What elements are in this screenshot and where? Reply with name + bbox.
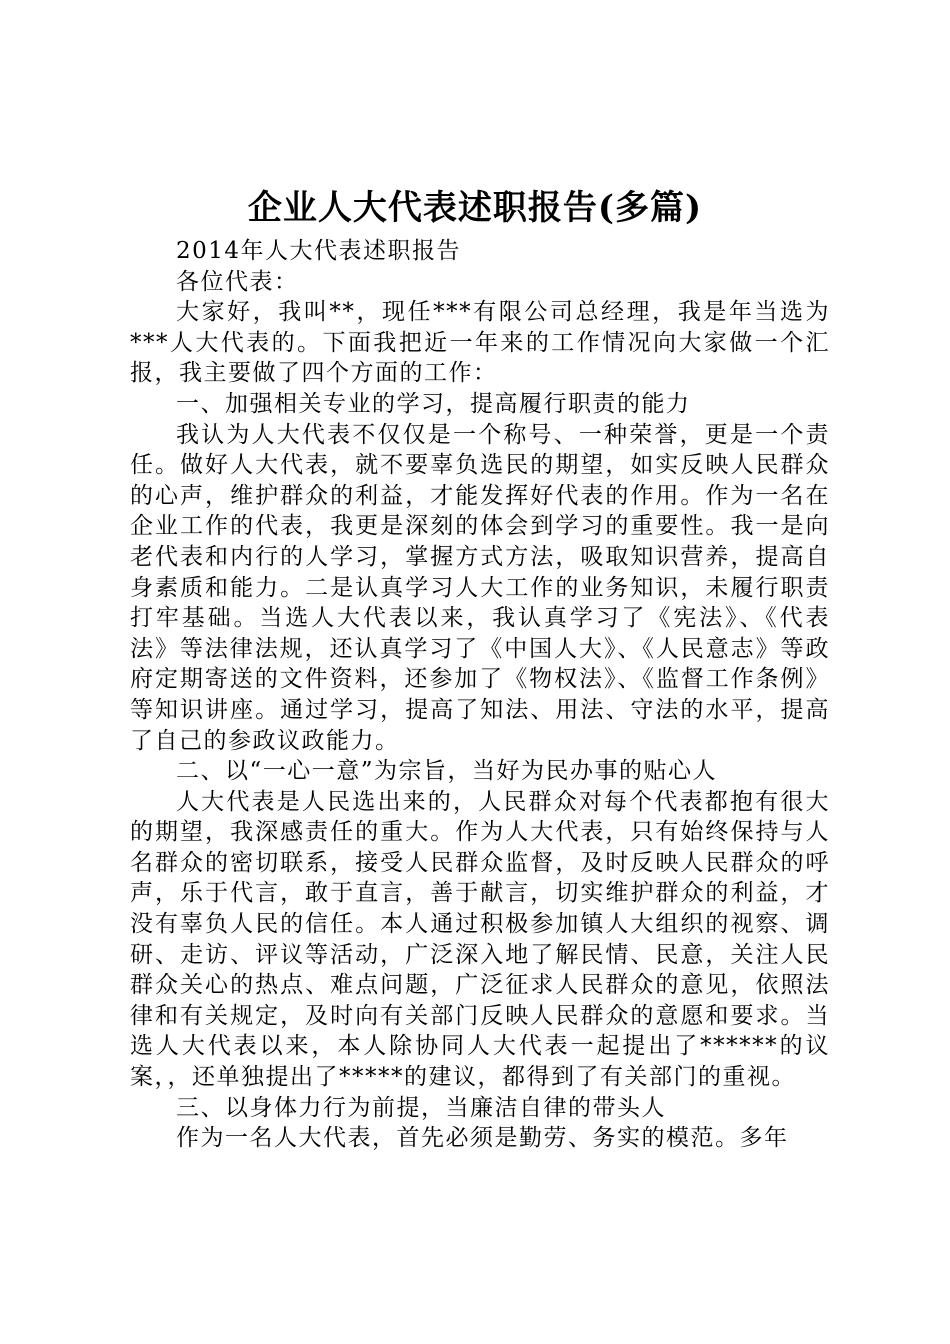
document-body [130,236,830,1154]
section-paragraph-2: 人大代表是人民选出来的，人民群众对每个代表都抱有很大的期望，我深感责任的重大。作为人大代表，只有始终保持与人名群众的密切联系，接受人民群众监督，及时反映人民群众的呼声，乐于代言，敢于直言，善于献言，切实维护群众的利益，才没有辜负人民的信任。本人通过积极参加镇人大组织的视察、调研、走访、评议等活动，广泛深入地了解民情、民意，关注人民群众关心的热点、难点问题，广泛征求人民群众的意见，依照法律和有关规定，及时向有关部门反映人民群众的意愿和要求。当选人大代表以来，本人除协同人大代表一起提出了******的议案，，还单独提出了*****的建议，都得到了有关部门的重视。 [130,788,830,1091]
section-paragraph-1: 我认为人大代表不仅仅是一个称号、一种荣誉，更是一个责任。做好人大代表，就不要辜负选民的期望，如实反映人民群众的心声，维护群众的利益，才能发挥好代表的作用。作为一名在企业工作的代表，我更是深刻的体会到学习的重要性。我一是向老代表和内行的人学习，掌握方式方法，吸取知识营养，提高自身素质和能力。二是认真学习人大工作的业务知识，未履行职责打牢基础。当选人大代表以来，我认真学习了《宪法》、《代表法》等法律法规，还认真学习了《中国人大》、《人民意志》等政府定期寄送的文件资料，还参加了《物权法》、《监督工作条例》等知识讲座。通过学习，提高了知法、用法、守法的水平，提高了自己的参政议政能力。 [130,421,830,754]
report-subtitle: 2014年人大代表述职报告 [176,238,462,264]
section-paragraph-3: 作为一名人大代表，首先必须是勤劳、务实的模范。多年 [176,1125,789,1152]
section-heading-2: 二、以“一心一意”为宗旨，当好为民办事的贴心人 [176,758,718,785]
document-title: 企业人大代表述职报告(多篇) [247,188,703,228]
salutation: 各位代表： [176,268,299,295]
section-heading-3: 三、以身体力行为前提，当廉洁自律的带头人 [176,1094,666,1121]
intro-paragraph: 大家好，我叫**，现任***有限公司总经理，我是年当选为***人大代表的。下面我把近一年来的工作情况向大家做一个汇报，我主要做了四个方面的工作： [130,299,830,387]
section-heading-1: 一、加强相关专业的学习，提高履行职责的能力 [176,390,691,417]
